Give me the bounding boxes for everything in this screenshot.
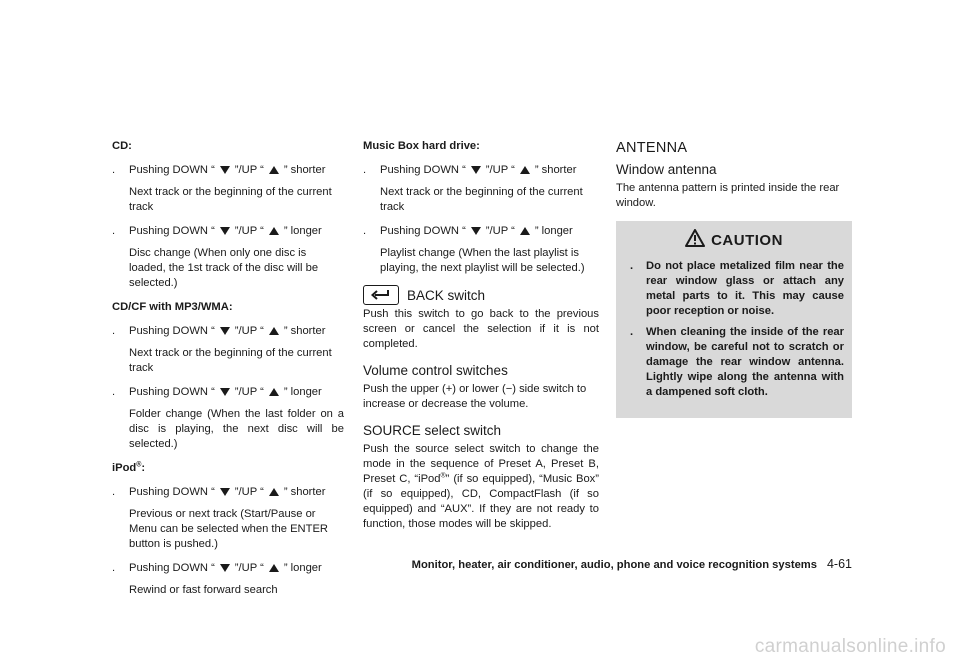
music-box-heading: Music Box hard drive: (363, 140, 480, 152)
back-switch-heading (363, 285, 599, 305)
item-text-post: ” shorter (283, 164, 326, 176)
cdcf-heading: CD/CF with MP3/WMA: (112, 301, 233, 313)
triangle-down-icon (220, 488, 230, 496)
item-text-mid: ”/UP “ (234, 225, 264, 237)
back-switch-title: BACK switch (407, 287, 486, 303)
column-3 (616, 139, 852, 418)
item-text-pre: Pushing DOWN “ (129, 225, 215, 237)
cd-item-1-desc: Next track or the beginning of the current track (129, 186, 332, 213)
page-number: 4-61 (826, 557, 852, 571)
item-text-pre: Pushing DOWN “ (129, 562, 215, 574)
item-text-mid: ”/UP “ (485, 164, 515, 176)
back-arrow-icon (363, 285, 399, 305)
ipod-item-1-desc: Previous or next track (Start/Pause or Menu can be selected when the ENTER button is pushed.) (129, 508, 328, 550)
cdcf-item-1 (112, 324, 344, 339)
triangle-up-icon (269, 327, 279, 335)
item-text-post: ” longer (534, 225, 573, 237)
ipod-heading-text: iPod (112, 462, 137, 474)
cd-item-1 (112, 163, 344, 178)
bullet-dot: . (630, 326, 634, 338)
registered-mark: ® (440, 472, 446, 480)
volume-control-title: Volume control switches (363, 363, 508, 378)
triangle-down-icon (220, 166, 230, 174)
triangle-up-icon (269, 166, 279, 174)
cd-heading: CD: (112, 140, 132, 152)
item-text-mid: ”/UP “ (234, 325, 264, 337)
caution-header (624, 229, 844, 252)
triangle-down-icon (471, 227, 481, 235)
caution-item-text: When cleaning the inside of the rear window, be careful not to scratch or damage the rear window antenna. Lightly wipe along the antenna with a dampened soft cloth. (646, 326, 844, 398)
item-text-post: ” shorter (534, 164, 577, 176)
source-select-text (363, 442, 599, 532)
back-switch-text: Push this switch to go back to the previous screen or cancel the selection if it is not completed. (363, 308, 599, 350)
bullet-dot: . (112, 225, 116, 237)
source-text-1: Push the source select switch to change the mode in the sequence of Preset A, Preset B, Preset C, “iPod (363, 443, 599, 485)
item-text-pre: Pushing DOWN “ (380, 225, 466, 237)
item-text-mid: ”/UP “ (485, 225, 515, 237)
caution-item-text: Do not place metalized film near the rear window glass or attach any metal parts to it. This may cause poor reception or noise. (646, 260, 844, 317)
cdcf-item-2-desc: Folder change (When the last folder on a disc is playing, the next disc will be selected.) (129, 408, 344, 450)
item-text-post: ” longer (283, 386, 322, 398)
item-text-mid: ”/UP “ (234, 486, 264, 498)
item-text-pre: Pushing DOWN “ (129, 386, 215, 398)
triangle-down-icon (220, 227, 230, 235)
caution-title: CAUTION (711, 232, 783, 249)
ipod-item-2 (112, 561, 344, 576)
cdcf-item-2 (112, 385, 344, 400)
ipod-item-2-desc: Rewind or fast forward search (129, 584, 278, 596)
cd-item-2 (112, 224, 344, 239)
watermark: carmanualsonline.info (754, 636, 946, 657)
source-text-2: ” (if so equipped), “Music Box” (if so equipped), CD, CompactFlash (if so equipped) and “AUX”. If they are not ready to function, those modes will be skipped. (363, 473, 599, 530)
triangle-up-icon (269, 388, 279, 396)
column-1 (112, 139, 344, 607)
triangle-up-icon (269, 227, 279, 235)
triangle-down-icon (220, 564, 230, 572)
bullet-dot: . (112, 386, 116, 398)
bullet-dot: . (112, 486, 116, 498)
bullet-dot: . (112, 562, 116, 574)
triangle-up-icon (269, 564, 279, 572)
column-2 (363, 139, 599, 542)
mb-item-1 (363, 163, 599, 178)
item-text-post: ” longer (283, 562, 322, 574)
registered-mark: ® (136, 461, 142, 469)
bullet-dot: . (363, 164, 367, 176)
cd-item-2-desc: Disc change (When only one disc is loaded, the 1st track of the disc will be selected.) (129, 247, 319, 289)
triangle-down-icon (220, 327, 230, 335)
item-text-post: ” shorter (283, 486, 326, 498)
caution-box (616, 221, 852, 418)
ipod-item-1 (112, 485, 344, 500)
bullet-dot: . (112, 325, 116, 337)
warning-triangle-icon (685, 229, 705, 252)
mb-item-2-desc: Playlist change (When the last playlist is playing, the next playlist will be selected.) (380, 247, 585, 274)
footer-section-title: Monitor, heater, air conditioner, audio, phone and voice recognition systems (411, 559, 817, 571)
window-antenna-text: The antenna pattern is printed inside the rear window. (616, 182, 840, 209)
item-text-pre: Pushing DOWN “ (129, 325, 215, 337)
mb-item-2 (363, 224, 599, 239)
cdcf-item-1-desc: Next track or the beginning of the current track (129, 347, 332, 374)
caution-item-1 (624, 259, 844, 319)
triangle-up-icon (269, 488, 279, 496)
mb-item-1-desc: Next track or the beginning of the current track (380, 186, 583, 213)
caution-item-2 (624, 325, 844, 400)
item-text-mid: ”/UP “ (234, 562, 264, 574)
bullet-dot: . (363, 225, 367, 237)
window-antenna-title: Window antenna (616, 162, 717, 177)
antenna-title: ANTENNA (616, 140, 688, 156)
item-text-post: ” longer (283, 225, 322, 237)
volume-control-text: Push the upper (+) or lower (−) side switch to increase or decrease the volume. (363, 383, 587, 410)
source-select-title: SOURCE select switch (363, 423, 502, 438)
ipod-heading-colon: : (141, 462, 146, 474)
ipod-heading (112, 461, 344, 476)
triangle-up-icon (520, 227, 530, 235)
bullet-dot: . (630, 260, 634, 272)
triangle-down-icon (471, 166, 481, 174)
item-text-mid: ”/UP “ (234, 386, 264, 398)
item-text-post: ” shorter (283, 325, 326, 337)
triangle-down-icon (220, 388, 230, 396)
item-text-pre: Pushing DOWN “ (129, 486, 215, 498)
item-text-pre: Pushing DOWN “ (129, 164, 215, 176)
item-text-pre: Pushing DOWN “ (380, 164, 466, 176)
item-text-mid: ”/UP “ (234, 164, 264, 176)
page-footer (412, 557, 852, 571)
bullet-dot: . (112, 164, 116, 176)
triangle-up-icon (520, 166, 530, 174)
